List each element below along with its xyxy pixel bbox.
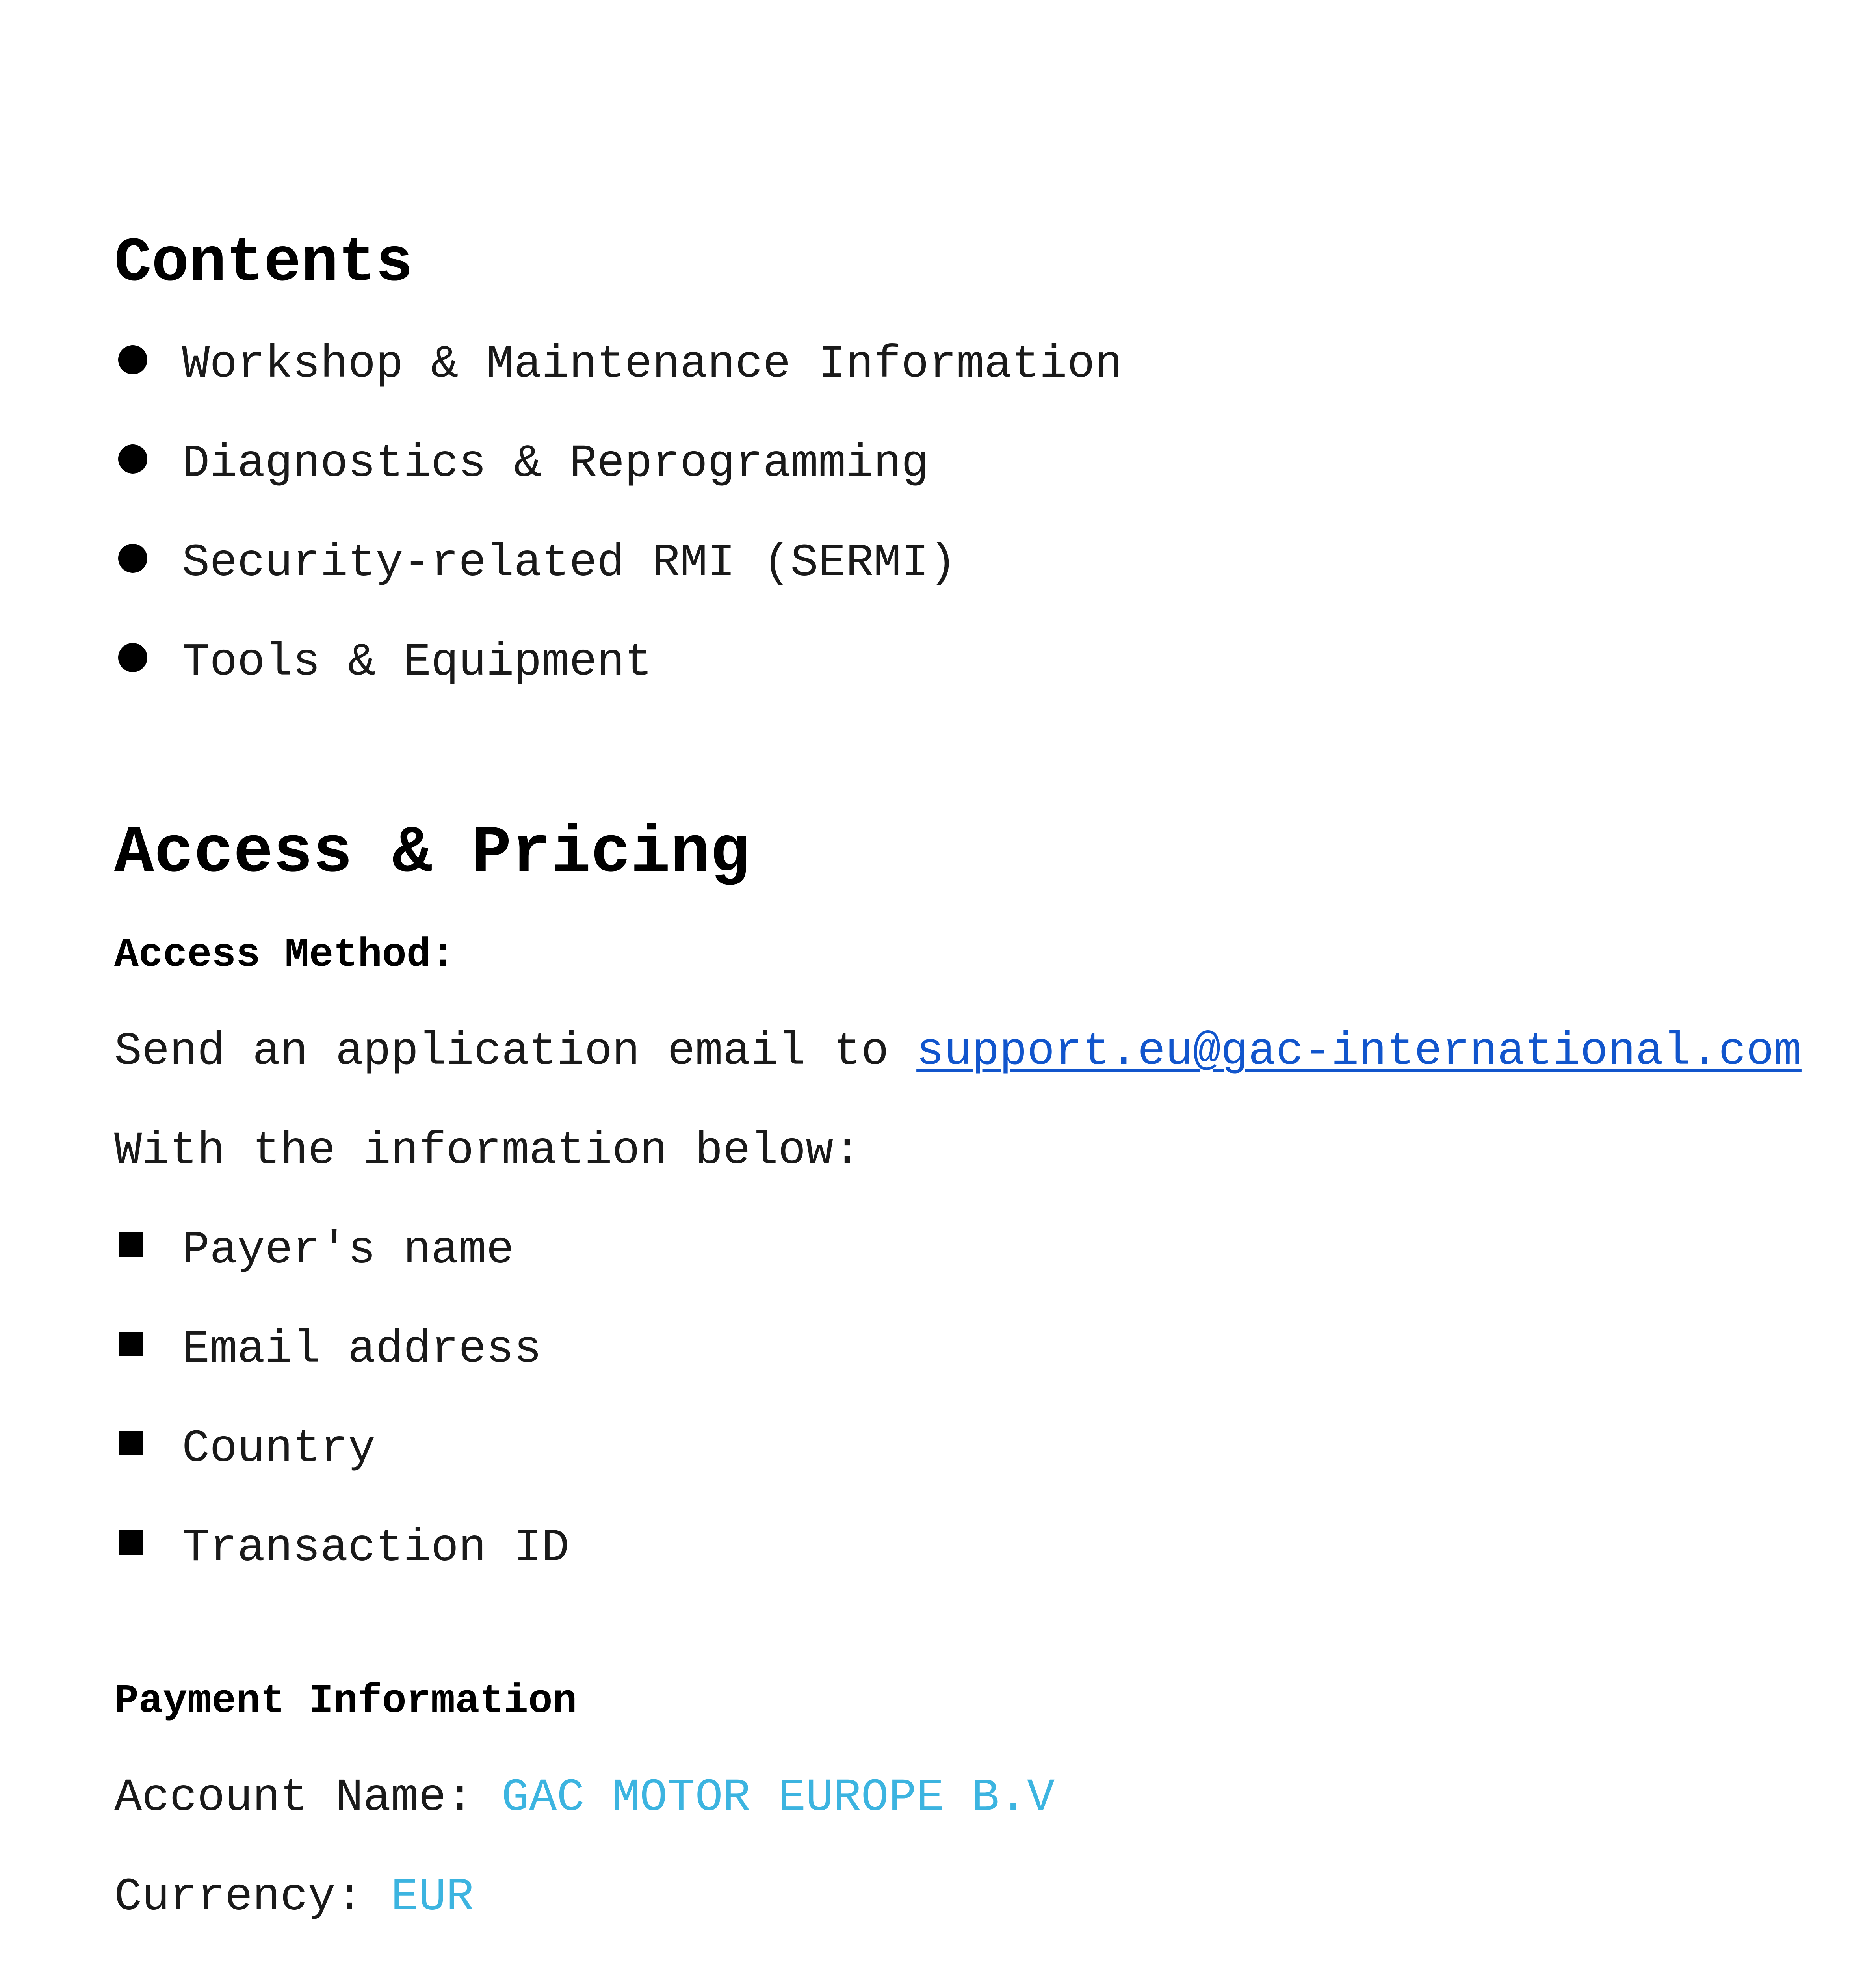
contents-item-label: Diagnostics & Reprogramming (182, 438, 929, 490)
required-item-label: Email address (182, 1324, 542, 1376)
bullet-square-icon (119, 1530, 143, 1555)
currency-value: EUR (391, 1872, 474, 1924)
with-info-text: With the information below: (114, 1125, 861, 1177)
contents-heading: Contents (114, 228, 413, 299)
bullet-dot-icon (118, 643, 147, 672)
bullet-dot-icon (118, 544, 147, 573)
contents-item-label: Workshop & Maintenance Information (182, 339, 1123, 391)
account-name-line (114, 1772, 1055, 1824)
send-email-text: Send an application email to (114, 1026, 917, 1078)
bullet-square-icon (119, 1332, 143, 1356)
required-item-label: Payer's name (182, 1225, 514, 1277)
bullet-dot-icon (118, 345, 147, 374)
required-item-label: Country (182, 1423, 376, 1475)
account-name-value: GAC MOTOR EUROPE B.V (501, 1772, 1055, 1824)
bullet-dot-icon (118, 444, 147, 474)
currency-label: Currency: (114, 1872, 391, 1924)
account-name-label: Account Name: (114, 1772, 502, 1824)
bullet-square-icon (119, 1431, 143, 1455)
access-method-label: Access Method: (114, 932, 455, 978)
required-item-label: Transaction ID (182, 1522, 569, 1574)
bullet-square-icon (119, 1232, 143, 1257)
contents-item-label: Tools & Equipment (182, 637, 652, 689)
access-heading: Access & Pricing (114, 816, 750, 891)
payment-heading: Payment Information (114, 1678, 577, 1724)
support-email-link[interactable]: support.eu@gac-international.com (916, 1026, 1802, 1078)
currency-line (114, 1872, 474, 1924)
send-email-line (114, 1026, 1802, 1078)
contents-item-label: Security-related RMI (SERMI) (182, 537, 957, 589)
